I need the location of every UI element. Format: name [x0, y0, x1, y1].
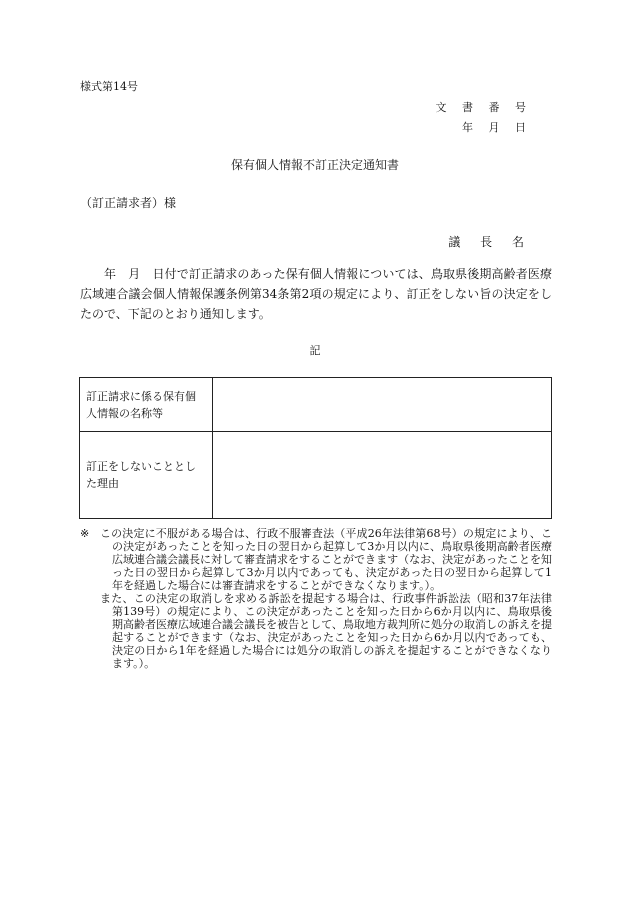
- ki-heading: 記: [309, 344, 321, 357]
- document-number-label: 文 書 番 号: [435, 101, 532, 114]
- note-paragraph-appeal: この決定に不服がある場合は、行政不服審査法（平成26年法律第68号）の規定により、この決定があったことを知った日の翌日から起算して3か月以内に、鳥取県後期高齢者医療広域連合議会議長に対して審査請求をすることができます（なお、決定があったことを知った日の翌日から起算して3か月以内であっても、決定があった日の翌日から起算して1年を経過した場合には審査請求をすることができなくなります。）。: [100, 527, 552, 592]
- table-row: [80, 378, 552, 432]
- info-name-value: [213, 378, 552, 432]
- form-number: 様式第14号: [80, 80, 138, 93]
- table-row: [80, 432, 552, 519]
- info-name-label: 訂正請求に係る保有個人情報の名称等: [80, 378, 213, 432]
- date-label: 年 月 日: [462, 121, 532, 134]
- note-mark: ※: [80, 527, 90, 540]
- reason-label: 訂正をしないこととした理由: [80, 432, 213, 519]
- note-body: [100, 527, 552, 670]
- note-paragraph-lawsuit: また、この決定の取消しを求める訴訟を提起する場合は、行政事件訴訟法（昭和37年法律第139号）の規定により、この決定があったことを知った日から6か月以内に、鳥取県後期高齢者医療広域連合議会議長を被告として、鳥取地方裁判所に処分の取消しの訴えを提起することができます（なお、決定があったことを知った日から6か月以内であっても、決定の日から1年を経過した場合には処分の取消しの訴えを提起することができなくなります。）。: [100, 592, 552, 670]
- sender-name: 議 長 名: [448, 235, 532, 249]
- document-title: 保有個人情報不訂正決定通知書: [230, 158, 399, 172]
- addressee: （訂正請求者）様: [80, 196, 177, 210]
- body-paragraph: 年 月 日付で訂正請求のあった保有個人情報については、鳥取県後期高齢者医療広域連合議会個人情報保護条例第34条第2項の規定により、訂正をしない旨の決定をしたので、下記のとおり通知します。: [80, 267, 552, 321]
- reason-value: [213, 432, 552, 519]
- details-table: [79, 377, 552, 519]
- notes-section: [80, 527, 552, 670]
